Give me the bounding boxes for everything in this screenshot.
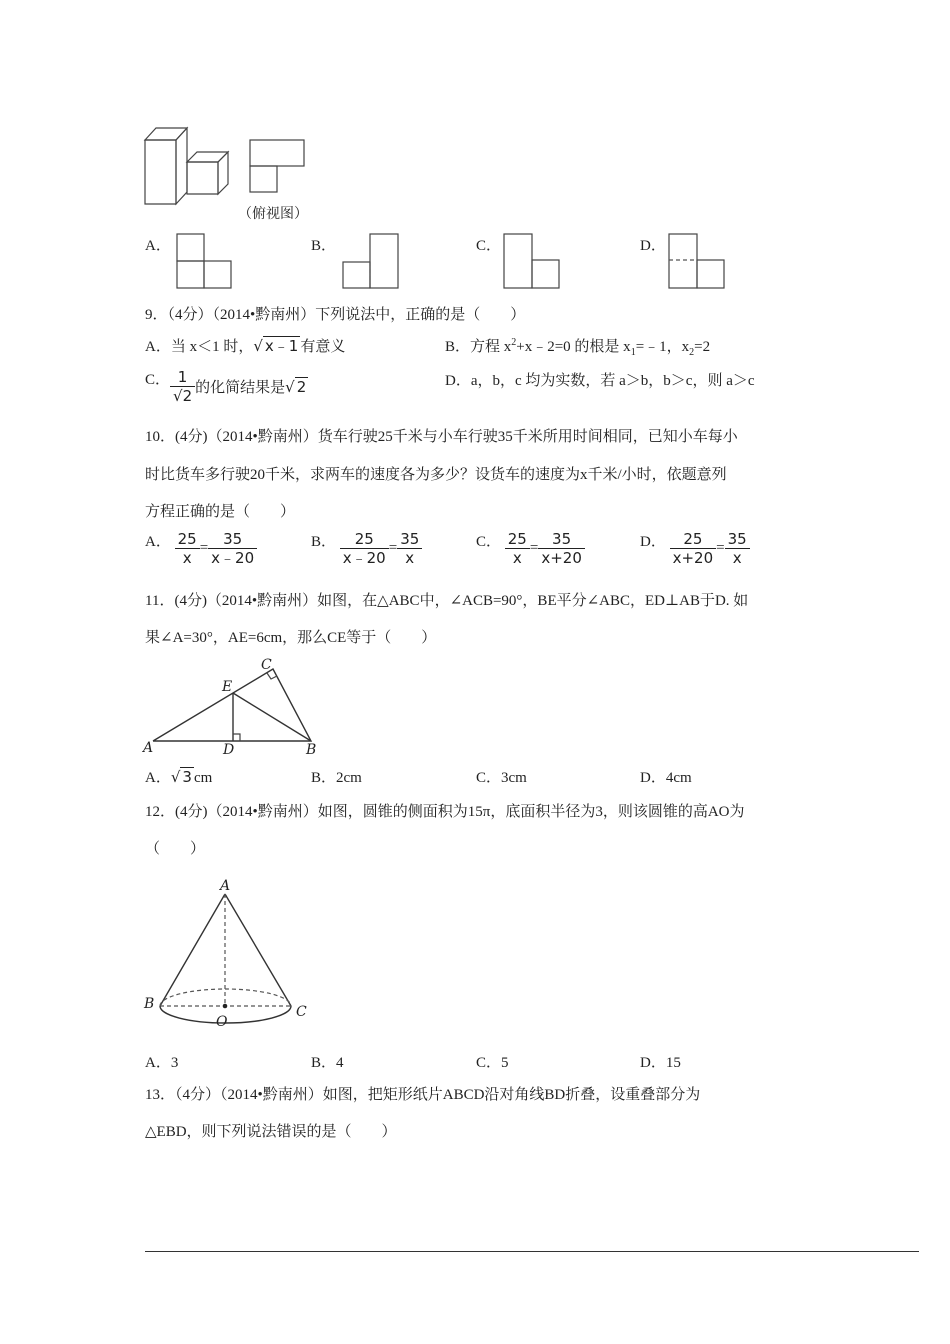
q9-option-b-sub2: 2 [689,347,695,358]
q10-option-c-label: C． [476,534,502,550]
page-bottom-rule [145,1251,919,1252]
q10-option-d [640,530,750,567]
q12-label-a: A [220,878,231,894]
q10-option-b-right-den: x [405,549,415,567]
q8-option-d-figure [667,232,729,290]
q10-option-b-right-fraction [397,530,422,567]
q12-label-o: O [216,1014,228,1030]
q10-option-a-right-num: 35 [208,530,257,549]
q12-stem-line1: 12．(4分)（2014•黔南州）如图，圆锥的侧面积为15π，底面积半径为3，则该圆锥的高AO为 [145,804,745,820]
q10-option-c-left-num: 25 [505,530,530,549]
q9-option-a-suffix: 有意义 [300,339,346,355]
q9-option-c-denominator: √2 [173,387,193,405]
q10-option-c-right-num: 35 [538,530,585,549]
q10-option-a-label: A． [145,534,171,550]
q11-stem-line1: 11．(4分)（2014•黔南州）如图，在△ABC中，∠ACB=90°，BE平分∠ABC，ED⊥AB于D. 如 [145,593,749,609]
q9-option-a [145,335,345,356]
q11-option-a-unit: cm [193,770,213,786]
q12-cone-figure [140,872,330,1032]
q10-stem-line2: 时比货车多行驶20千米，求两车的速度各为多少？设货车的速度为x千米/小时，依题意列 [145,467,727,483]
q10-option-a-right-den: x﹣20 [211,549,255,567]
q10-option-a-left-num: 25 [175,530,200,549]
q11-triangle-figure [140,655,330,760]
q10-option-d-left-num: 25 [670,530,717,549]
q11-option-d: D．4cm [640,770,692,786]
q8-option-d-label: D． [640,238,666,254]
q12-option-d: D．15 [640,1055,681,1071]
q9-option-b-text3: =﹣1，x [635,339,690,355]
q10-option-a-left-den: x [182,549,192,567]
q10-option-b [311,530,422,567]
q9-option-d: D．a，b，c 均为实数，若 a＞b，b＞c，则 a＞c [445,373,755,389]
q9-option-b-sup: 2 [511,337,517,348]
q8-option-c-label: C． [476,238,502,254]
q13-stem-line1: 13．（4分）（2014•黔南州）如图，把矩形纸片ABCD沿对角线BD折叠，设重叠部分为 [145,1087,701,1103]
q13-stem-line2: △EBD，则下列说法错误的是（ ） [145,1124,397,1140]
q10-option-b-label: B． [311,534,337,550]
q8-option-b-figure [340,232,402,290]
q12-option-b: B．4 [311,1055,344,1071]
q12-label-b: B [144,996,155,1012]
q9-option-c [145,368,308,405]
q11-label-a: A [143,740,154,756]
q10-stem-line1: 10．(4分)（2014•黔南州）货车行驶25千米与小车行驶35千米所用时间相同，已知小车每小 [145,429,738,445]
q12-option-a: A．3 [145,1055,179,1071]
q10-option-b-left-num: 25 [340,530,389,549]
q12-label-c: C [296,1004,307,1020]
q9-option-a-radicand: x﹣1 [264,337,299,355]
q9-option-c-text: 的化简结果是 [195,380,286,396]
q9-option-c-numerator: 1 [170,368,195,387]
q11-option-a-sqrt: √ 3 [170,768,192,786]
q11-label-c: C [261,657,272,673]
q11-label-e: E [222,679,233,695]
q11-stem-line2: 果∠A=30°，AE=6cm，那么CE等于（ ） [145,630,437,646]
q11-option-a-radicand: 3 [182,768,192,786]
q9-option-a-sqrt: √ x﹣1 [253,337,299,355]
q10-option-c-left-fraction [505,530,530,567]
q10-option-d-right-fraction [725,530,750,567]
q10-option-d-left-fraction [670,530,717,567]
q10-stem-line3: 方程正确的是（ ） [145,504,296,520]
q10-option-c-right-fraction [538,530,585,567]
q9-option-b-text2: +x﹣2=0 的根是 x [516,339,631,355]
q8-caption: （俯视图） [238,206,308,222]
q8-option-b-label: B． [311,238,337,254]
q10-option-a-right-fraction [208,530,257,567]
q8-option-c-figure [502,232,562,290]
q10-option-b-eq: = [388,540,398,556]
q9-option-b-text: B．方程 x [445,339,512,355]
q10-option-a-left-fraction [175,530,200,567]
q11-label-b: B [306,742,317,758]
q9-option-c-sqrt: √ 2 [285,377,307,396]
q9-option-c-label: C． [145,372,171,388]
q12-option-c: C．5 [476,1055,509,1071]
q9-option-c-radicand: 2 [296,377,307,396]
q10-option-d-eq: = [716,540,725,556]
q10-option-d-label: D． [640,534,666,550]
q10-option-c [476,530,585,567]
q11-option-a-label: A． [145,770,171,786]
q9-option-b [445,335,710,358]
q9-option-b-sub1: 1 [630,347,636,358]
q10-option-d-right-num: 35 [725,530,750,549]
q10-option-d-left-den: x+20 [672,549,714,567]
q11-option-a [145,766,212,787]
q10-option-b-right-num: 35 [397,530,422,549]
q12-stem-line2: （ ） [145,841,206,857]
q11-option-c: C．3cm [476,770,527,786]
q10-option-b-left-den: x﹣20 [342,549,386,567]
q10-option-b-left-fraction [340,530,389,567]
q10-option-c-left-den: x [512,549,522,567]
q9-option-c-den-radicand: 2 [182,387,193,405]
q9-stem: 9．（4分）（2014•黔南州）下列说法中，正确的是（ ） [145,307,526,323]
q10-option-a-eq: = [199,540,209,556]
q10-option-c-eq: = [529,540,539,556]
q10-option-d-right-den: x [732,549,742,567]
q9-option-b-text4: =2 [694,339,711,355]
q11-label-d: D [223,742,235,758]
q8-option-a-figure [175,232,235,290]
q9-option-c-fraction [170,368,195,405]
q10-option-c-right-den: x+20 [541,549,582,567]
q11-option-b: B．2cm [311,770,362,786]
q9-option-a-prefix: A．当 x＜1 时， [145,339,254,355]
q10-option-a [145,530,257,567]
q8-solid-figure [140,122,315,212]
q8-option-a-label: A． [145,238,171,254]
